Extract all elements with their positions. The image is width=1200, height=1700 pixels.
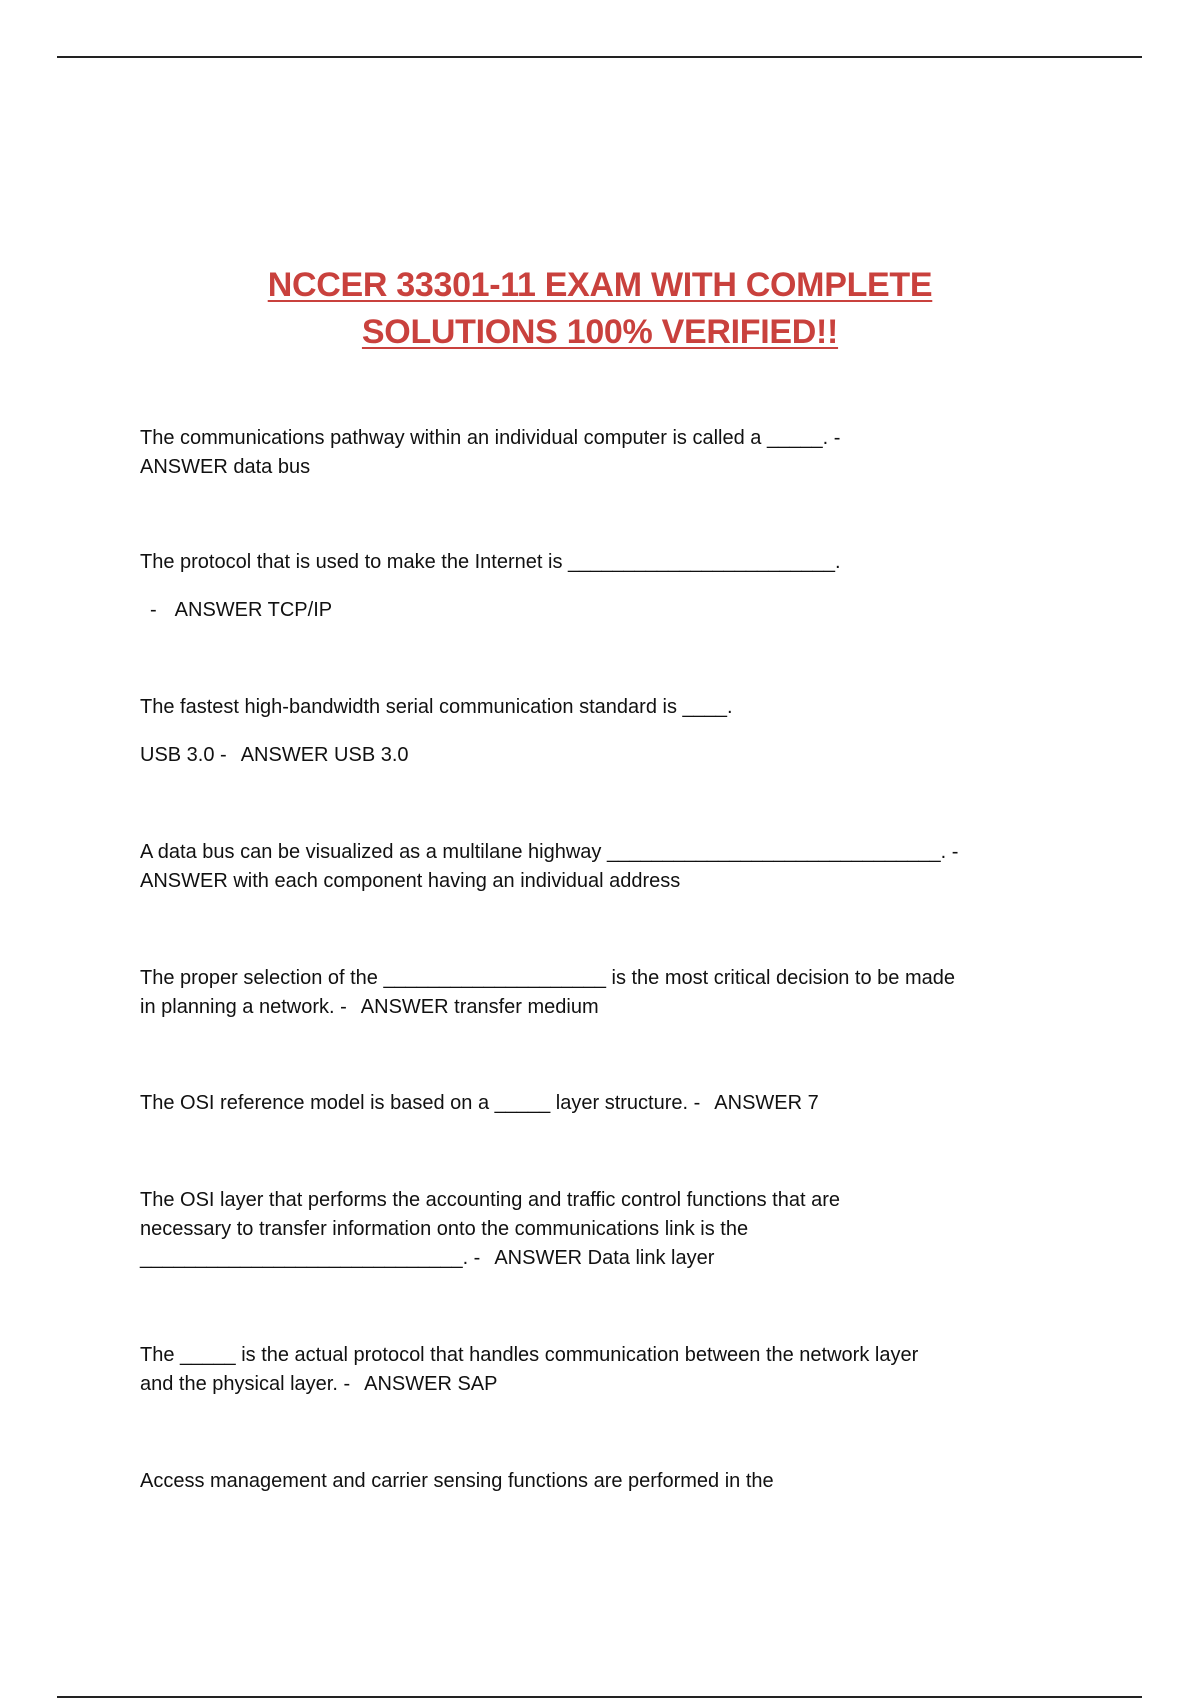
answer-text: ANSWER TCP/IP [174,599,333,621]
question-text: A data bus can be visualized as a multilane highway ______________________________. - [140,841,959,863]
qa-item-6 [140,1089,1070,1118]
answer-text: ANSWER 7 [714,1092,819,1114]
qa-item-2 [140,548,1070,625]
question-text-cont: and the physical layer. - [140,1373,351,1395]
answer-prefix: USB 3.0 - [140,744,227,766]
qa-item-3 [140,693,1070,770]
question-text: The OSI layer that performs the accounting and traffic control functions that are [140,1189,840,1211]
qa-item-9 [140,1467,1070,1496]
answer-text: ANSWER SAP [364,1373,498,1395]
question-text: Access management and carrier sensing functions are performed in the [140,1470,774,1492]
question-text: The communications pathway within an individual computer is called a _____. - [140,427,841,449]
answer-text: ANSWER Data link layer [494,1247,715,1269]
answer-line [140,1244,1070,1273]
question-text: The OSI reference model is based on a _____ layer structure. - [140,1092,701,1114]
question-text-cont: in planning a network. - [140,996,347,1018]
qa-item-1 [140,424,1070,482]
question-text: The fastest high-bandwidth serial communication standard is ____. [140,696,733,718]
top-rule [57,56,1142,58]
title-line-1: NCCER 33301-11 EXAM WITH COMPLETE [267,266,933,304]
answer-line [140,1089,1070,1118]
answer-dash: - [150,599,157,621]
answer-line [140,993,1070,1022]
answer-text: ANSWER transfer medium [360,996,599,1018]
answer-line [140,741,1070,770]
qa-item-5 [140,964,1070,1022]
answer-line [140,1370,1070,1399]
question-text: The proper selection of the ____________________ is the most critical decision to be made [140,967,955,989]
answer-line [140,596,1070,625]
blank-line: _____________________________. - [140,1247,481,1269]
qa-item-7 [140,1186,1070,1273]
qa-item-8 [140,1341,1070,1399]
question-text: The _____ is the actual protocol that handles communication between the network layer [140,1344,919,1366]
answer-text: ANSWER data bus [140,456,311,478]
question-text: The protocol that is used to make the Internet is ________________________. [140,551,841,573]
bottom-rule [57,1696,1142,1698]
document-title [0,262,1200,356]
title-line-2: SOLUTIONS 100% VERIFIED!! [361,313,839,351]
answer-text: ANSWER with each component having an individual address [140,870,681,892]
question-text-cont: necessary to transfer information onto the communications link is the [140,1218,749,1240]
qa-item-4 [140,838,1070,896]
answer-text: ANSWER USB 3.0 [240,744,409,766]
